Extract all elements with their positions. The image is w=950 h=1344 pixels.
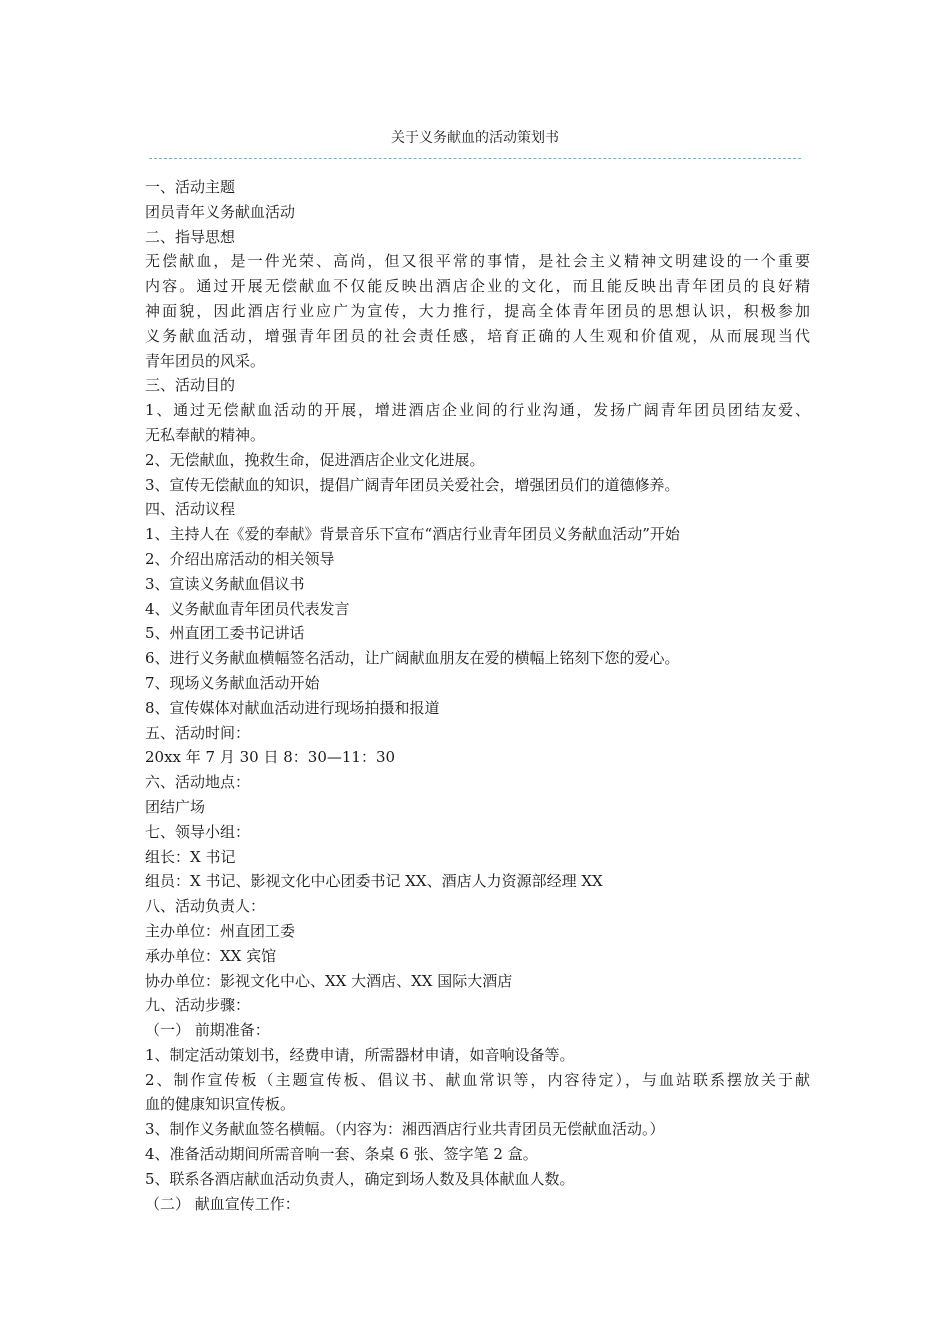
heading-steps: 九、活动步骤： bbox=[145, 996, 251, 1015]
agenda-item: 7、现场义务献血活动开始 bbox=[145, 673, 320, 692]
paragraph-line: 义务献血活动，增强青年团员的社会责任感，培育正确的人生观和价值观，从而展现当代 bbox=[145, 326, 810, 345]
heading-purpose: 三、活动目的 bbox=[145, 376, 236, 395]
document-body bbox=[145, 175, 810, 1216]
host-text: 承办单位：XX 宾馆 bbox=[145, 946, 277, 965]
paragraph-line: 无偿献血，是一件光荣、高尚，但又很平常的事情，是社会主义精神文明建设的一个重要 bbox=[145, 252, 810, 271]
location-text: 团结广场 bbox=[145, 797, 206, 816]
heading-responsible: 八、活动负责人： bbox=[145, 897, 266, 916]
preparation-item: 4、准备活动期间所需音响一套、条桌 6 张、签字笔 2 盒。 bbox=[145, 1145, 538, 1164]
subheading-publicity: （二） 献血宣传工作： bbox=[145, 1194, 300, 1213]
time-text: 20xx 年 7 月 30 日 8：30—11：30 bbox=[145, 748, 396, 767]
paragraph-line: 血的健康知识宣传板。 bbox=[145, 1095, 296, 1114]
heading-location: 六、活动地点： bbox=[145, 773, 251, 792]
agenda-item: 2、介绍出席活动的相关领导 bbox=[145, 549, 335, 568]
preparation-item: 1、制定活动策划书，经费申请，所需器材申请，如音响设备等。 bbox=[145, 1045, 575, 1064]
agenda-item: 4、义务献血青年团员代表发言 bbox=[145, 599, 350, 618]
paragraph-line: 神面貌，因此酒店行业应广为宣传，大力推行，提高全体青年团员的思想认识，积极参加 bbox=[145, 301, 810, 320]
paragraph-line: 1、通过无偿献血活动的开展，增进酒店企业间的行业沟通，发扬广阔青年团员团结友爱、 bbox=[145, 401, 810, 420]
purpose-item-3: 3、宣传无偿献血的知识，提倡广阔青年团员关爱社会，增强团员们的道德修养。 bbox=[145, 475, 680, 494]
heading-leadership: 七、领导小组： bbox=[145, 822, 251, 841]
purpose-item-1 bbox=[145, 398, 810, 448]
paragraph-line: 内容。通过开展无偿献血不仅能反映出酒店企业的文化，而且能反映出青年团员的良好精 bbox=[145, 277, 810, 296]
purpose-item-2: 2、无偿献血，挽救生命，促进酒店企业文化进展。 bbox=[145, 450, 485, 469]
agenda-item: 6、进行义务献血横幅签名活动，让广阔献血朋友在爱的横幅上铭刻下您的爱心。 bbox=[145, 649, 680, 668]
guiding-idea-paragraph bbox=[145, 249, 810, 373]
members-text: 组员：X 书记、影视文化中心团委书记 XX、酒店人力资源部经理 XX bbox=[145, 872, 603, 891]
leader-text: 组长：X 书记 bbox=[145, 847, 236, 866]
agenda-item: 3、宣读义务献血倡议书 bbox=[145, 574, 305, 593]
heading-agenda: 四、活动议程 bbox=[145, 500, 236, 519]
preparation-item: 3、制作义务献血签名横幅。（内容为：湘西酒店行业共青团员无偿献血活动。） bbox=[145, 1120, 665, 1139]
heading-time: 五、活动时间： bbox=[145, 723, 251, 742]
agenda-item: 5、州直团工委书记讲话 bbox=[145, 624, 305, 643]
theme-text: 团员青年义务献血活动 bbox=[145, 202, 296, 221]
co-organizer-text: 协办单位：影视文化中心、XX 大酒店、XX 国际大酒店 bbox=[145, 971, 513, 990]
paragraph-line: 青年团员的风采。 bbox=[145, 351, 266, 370]
title-dashed-divider bbox=[149, 158, 801, 159]
agenda-item: 8、宣传媒体对献血活动进行现场拍摄和报道 bbox=[145, 698, 440, 717]
agenda-item: 1、主持人在《爱的奉献》背景音乐下宣布“酒店行业青年团员义务献血活动”开始 bbox=[145, 525, 680, 544]
paragraph-line: 2、制作宣传板（主题宣传板、倡议书、献血常识等，内容待定），与血站联系摆放关于献 bbox=[145, 1070, 810, 1089]
organizer-text: 主办单位：州直团工委 bbox=[145, 921, 296, 940]
heading-guiding-idea: 二、指导思想 bbox=[145, 227, 236, 246]
preparation-item: 5、联系各酒店献血活动负责人，确定到场人数及具体献血人数。 bbox=[145, 1169, 575, 1188]
heading-theme: 一、活动主题 bbox=[145, 178, 236, 196]
document-title: 关于义务献血的活动策划书 bbox=[391, 130, 559, 146]
preparation-item-2 bbox=[145, 1068, 810, 1118]
paragraph-line: 无私奉献的精神。 bbox=[145, 425, 266, 444]
subheading-preparation: （一） 前期准备： bbox=[145, 1021, 270, 1040]
